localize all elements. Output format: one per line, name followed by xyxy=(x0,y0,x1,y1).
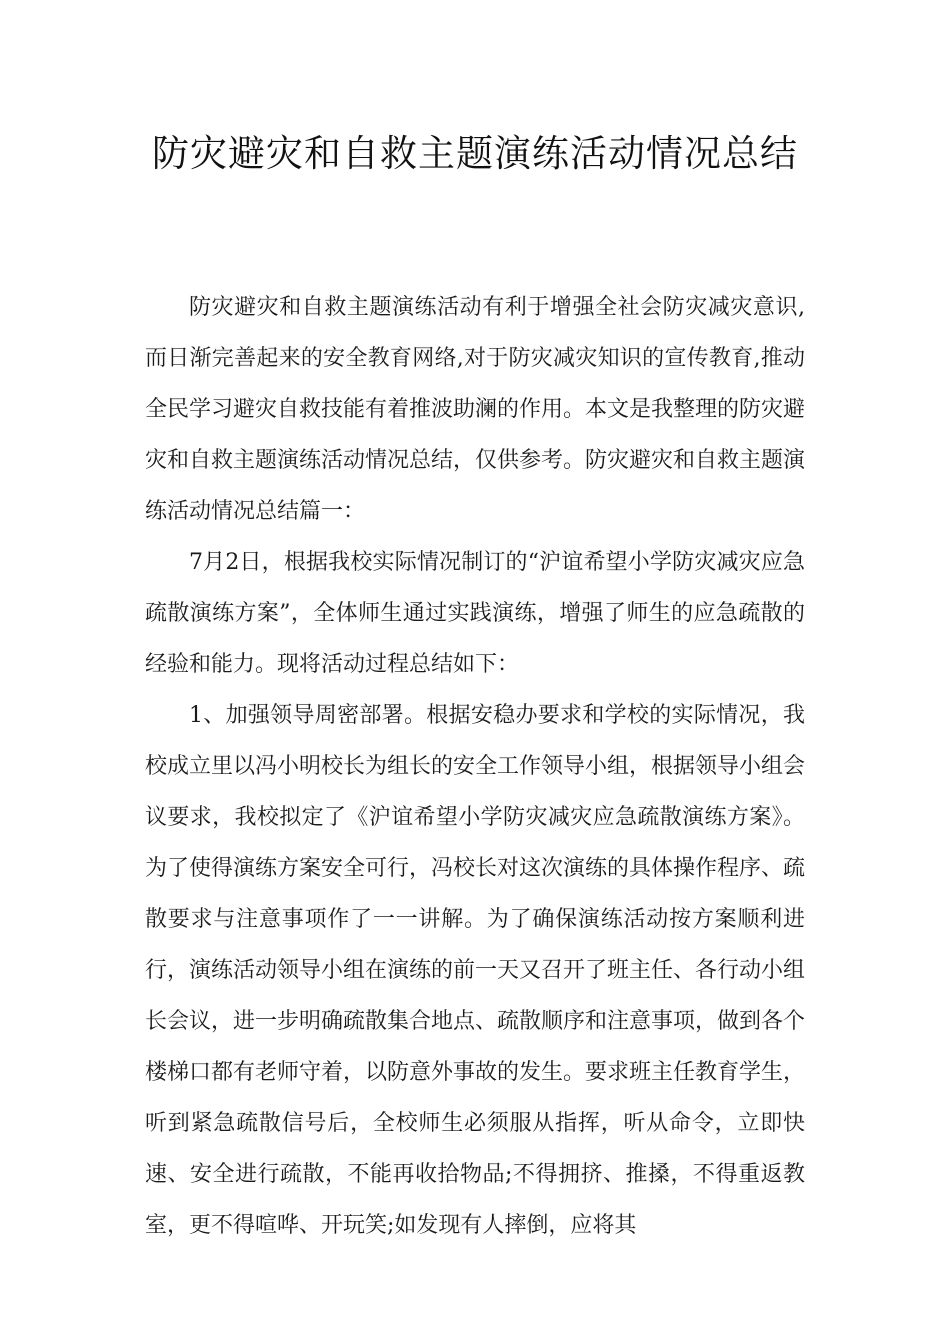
paragraph-intro: 防灾避灾和自救主题演练活动有利于增强全社会防灾减灾意识,而日渐完善起来的安全教育网络,对于防灾减灾知识的宣传教育,推动全民学习避灾自救技能有着推波助澜的作用。本文是我整理的防灾避灾和自救主题演练活动情况总结，仅供参考。防灾避灾和自救主题演练活动情况总结篇一： xyxy=(145,295,806,524)
document-body xyxy=(145,282,805,1251)
paragraph-date-summary: 7月2日，根据我校实际情况制订的“沪谊希望小学防灾减灾应急疏散演练方案”，全体师生通过实践演练，增强了师生的应急疏散的经验和能力。现将活动过程总结如下： xyxy=(145,550,805,677)
paragraph-leadership: 1、加强领导周密部署。根据安稳办要求和学校的实际情况，我校成立里以冯小明校长为组长的安全工作领导小组，根据领导小组会议要求，我校拟定了《沪谊希望小学防灾减灾应急疏散演练方案》。为了使得演练方案安全可行，冯校长对这次演练的具体操作程序、疏散要求与注意事项作了一一讲解。为了确保演练活动按方案顺利进行，演练活动领导小组在演练的前一天又召开了班主任、各行动小组长会议，进一步明确疏散集合地点、疏散顺序和注意事项，做到各个楼梯口都有老师守着，以防意外事故的发生。要求班主任教育学生，听到紧急疏散信号后，全校师生必须服从指挥，听从命令，立即快速、安全进行疏散，不能再收拾物品;不得拥挤、推搡，不得重返教室，更不得喧哗、开玩笑;如发现有人摔倒，应将其 xyxy=(145,703,806,1238)
document-title: 防灾避灾和自救主题演练活动情况总结 xyxy=(152,132,798,175)
